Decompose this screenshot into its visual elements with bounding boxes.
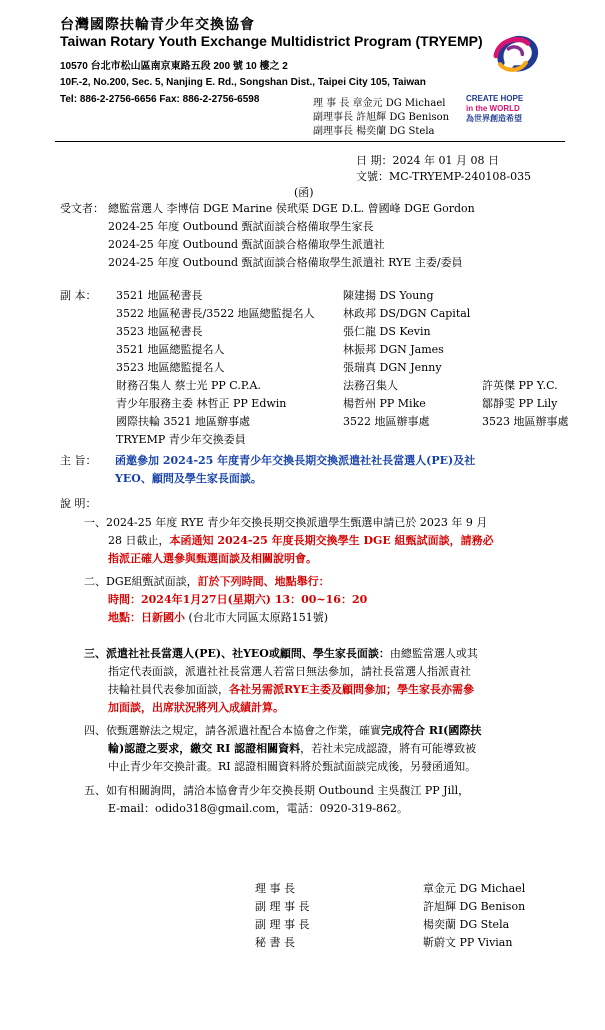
item3-line2: 指定代表面談，派遣社社長當選人若當日無法參加，請社長當選人指派責社 (108, 665, 471, 678)
cc-entry: 國際扶輪 3521 地區辦事處 (116, 415, 250, 428)
item2-place-a: 地點：日新國小 (108, 611, 185, 624)
cc-entry: 林振邦 DGN James (343, 343, 444, 356)
cc-entry: 陳建揚 DS Young (343, 289, 434, 302)
cc-entry: 3522 地區秘書長/3522 地區總監提名人 (116, 307, 315, 320)
cc-entry: 3523 地區辦事處 (482, 415, 569, 428)
cc-entry: 3521 地區秘書長 (116, 289, 203, 302)
cc-entry: 林政邦 DS/DGN Capital (343, 307, 471, 320)
item4-line2b: ，若社未完成認證，將有可能導致被 (300, 742, 477, 755)
signature-name: 靳蔚文 PP Vivian (423, 936, 513, 949)
cc-entry: 楊哲州 PP Mike (343, 397, 426, 410)
address-zh: 10570 台北市松山區南京東路五段 200 號 10 樓之 2 (60, 61, 288, 72)
cc-entry: 張瑞真 DGN Jenny (343, 361, 442, 374)
recipient-line: 2024-25 年度 Outbound 甄試面談合格備取學生派遣社 (108, 238, 385, 251)
address-en: 10F.-2, No.200, Sec. 5, Nanjing E. Rd., Songshan Dist., Taipei City 105, Taiwan (60, 77, 426, 88)
cc-entry: 3523 地區秘書長 (116, 325, 203, 338)
cc-entry: 3523 地區總監提名人 (116, 361, 225, 374)
cc-entry: 法務召集人 (343, 379, 398, 392)
signature-title: 理 事 長 (255, 882, 295, 895)
slogan (466, 94, 523, 124)
cc-entry: 財務召集人 蔡士光 PP C.P.A. (116, 379, 261, 392)
item1-line2a: 28 日截止， (108, 534, 170, 547)
signature-name: 許旭輝 DG Benison (423, 900, 526, 913)
slogan-line-3: 為世界創造希望 (466, 114, 522, 123)
cc-entry: 3521 地區總監提名人 (116, 343, 225, 356)
item3-line4: 加面談，出席狀況將列入成績計算。 (108, 701, 284, 714)
recipient-line: 2024-25 年度 Outbound 甄試面談合格備取學生派遣社 RYE 主委/委員 (108, 256, 463, 269)
subject-line-2: YEO、顧問及學生家長面談。 (115, 472, 262, 485)
signature-title: 秘 書 長 (255, 936, 295, 949)
org-name-en: Taiwan Rotary Youth Exchange Multidistrict Program (TRYEMP) (60, 33, 483, 49)
signature-name: 楊奕蘭 DG Stela (423, 918, 510, 931)
recipient-line: 總監當選人 李博信 DGE Marine 侯玳渠 DGE D.L. 曾國峰 DGE Gordon (108, 202, 475, 215)
item3-line3 (108, 681, 474, 697)
item1-line2 (108, 532, 494, 548)
item5-line1: 五、如有相關詢問，請洽本協會青少年交換長期 Outbound 主吳馥江 PP Jill， (84, 784, 470, 797)
recipients-label: 受文者： (60, 202, 104, 215)
item2-line1a: 二、DGE組甄試面談， (84, 575, 198, 588)
item2-line1 (84, 573, 330, 589)
subject-label: 主 旨： (60, 454, 97, 467)
header-divider (55, 141, 565, 142)
item4-line2a: 輪)認證之要求，繳交 RI 認證相關資料 (108, 742, 301, 755)
item1-line1: 一、2024-25 年度 RYE 青少年交換長期交換派遣學生甄選申請已於 2023 年 9 月 (84, 516, 488, 529)
cc-entry: 3522 地區辦事處 (343, 415, 430, 428)
doc-date: 日 期：2024 年 01 月 08 日 (356, 154, 499, 167)
item5-line2: E-mail：odido318@gmail.com，電話：0920-319-862。 (108, 802, 409, 815)
item2-time: 時間：2024年1月27日(星期六) 13：00~16：20 (108, 593, 368, 606)
doc-number: 文號：MC-TRYEMP-240108-035 (356, 170, 532, 183)
signature-name: 章金元 DG Michael (423, 882, 526, 895)
explanation-label: 說 明： (60, 497, 97, 510)
item1-line2b: 本函通知 2024-25 年度長期交換學生 DGE 組甄試面談，請務必 (169, 534, 494, 547)
officer-vice-2: 副理事長 楊奕蘭 DG Stela (313, 126, 435, 137)
cc-label: 副 本： (60, 289, 97, 302)
cc-entry: 鄒靜雯 PP Lily (482, 397, 558, 410)
item3-line1a: 三、派遣社社長當選人(PE)、社YEO或顧問、學生家長面談： (84, 647, 390, 660)
item4-line1a: 四、依甄選辦法之規定，請各派遣社配合本協會之作業，確實 (84, 724, 381, 737)
cc-entry: 許英傑 PP Y.C. (482, 379, 558, 392)
subject-line-1: 函邀參加 2024-25 年度青少年交換長期交換派遣社社長當選人(PE)及社 (115, 454, 476, 467)
officer-chair: 理 事 長 章金元 DG Michael (313, 98, 446, 109)
item2-place (108, 609, 328, 625)
recipient-line: 2024-25 年度 Outbound 甄試面談合格備取學生家長 (108, 220, 374, 233)
cc-entry: TRYEMP 青少年交換委員 (116, 433, 246, 446)
officer-vice-1: 副理事長 許旭輝 DG Benison (313, 112, 450, 123)
org-name-zh: 台灣國際扶輪青少年交換協會 (60, 17, 255, 33)
cc-entry: 張仁龍 DS Kevin (343, 325, 431, 338)
item3-line1 (84, 645, 478, 661)
signature-title: 副 理 事 長 (255, 900, 310, 913)
item4-line2 (108, 740, 476, 756)
rotary-logo-icon (466, 28, 562, 92)
item4-line1b: 完成符合 RI(國際扶 (381, 724, 482, 737)
slogan-line-2: in the WORLD (466, 104, 520, 113)
item2-place-b: (台北市大同區太原路151號) (188, 611, 329, 624)
cc-entry: 青少年服務主委 林哲正 PP Edwin (116, 397, 287, 410)
item4-line1 (84, 722, 481, 738)
item2-line1b: 訂於下列時間、地點舉行： (197, 575, 330, 588)
tel-fax: Tel: 886-2-2756-6656 Fax: 886-2-2756-6598 (60, 94, 260, 105)
item3-line1b: 由總監當選人或其 (389, 647, 478, 660)
item1-line3: 指派正確人選參與甄選面談及相關說明會。 (108, 552, 317, 565)
doc-type: (函) (294, 186, 314, 199)
item3-line3a: 扶輪社員代表參加面談， (108, 683, 229, 696)
item3-line3b: 各社另需派RYE主委及顧問參加；學生家長亦需參 (229, 683, 475, 696)
slogan-line-1: CREATE HOPE (466, 94, 524, 103)
item4-line3: 中止青少年交換計畫。RI 認證相關資料將於甄試面談完成後，另發函通知。 (108, 760, 477, 773)
signature-title: 副 理 事 長 (255, 918, 310, 931)
